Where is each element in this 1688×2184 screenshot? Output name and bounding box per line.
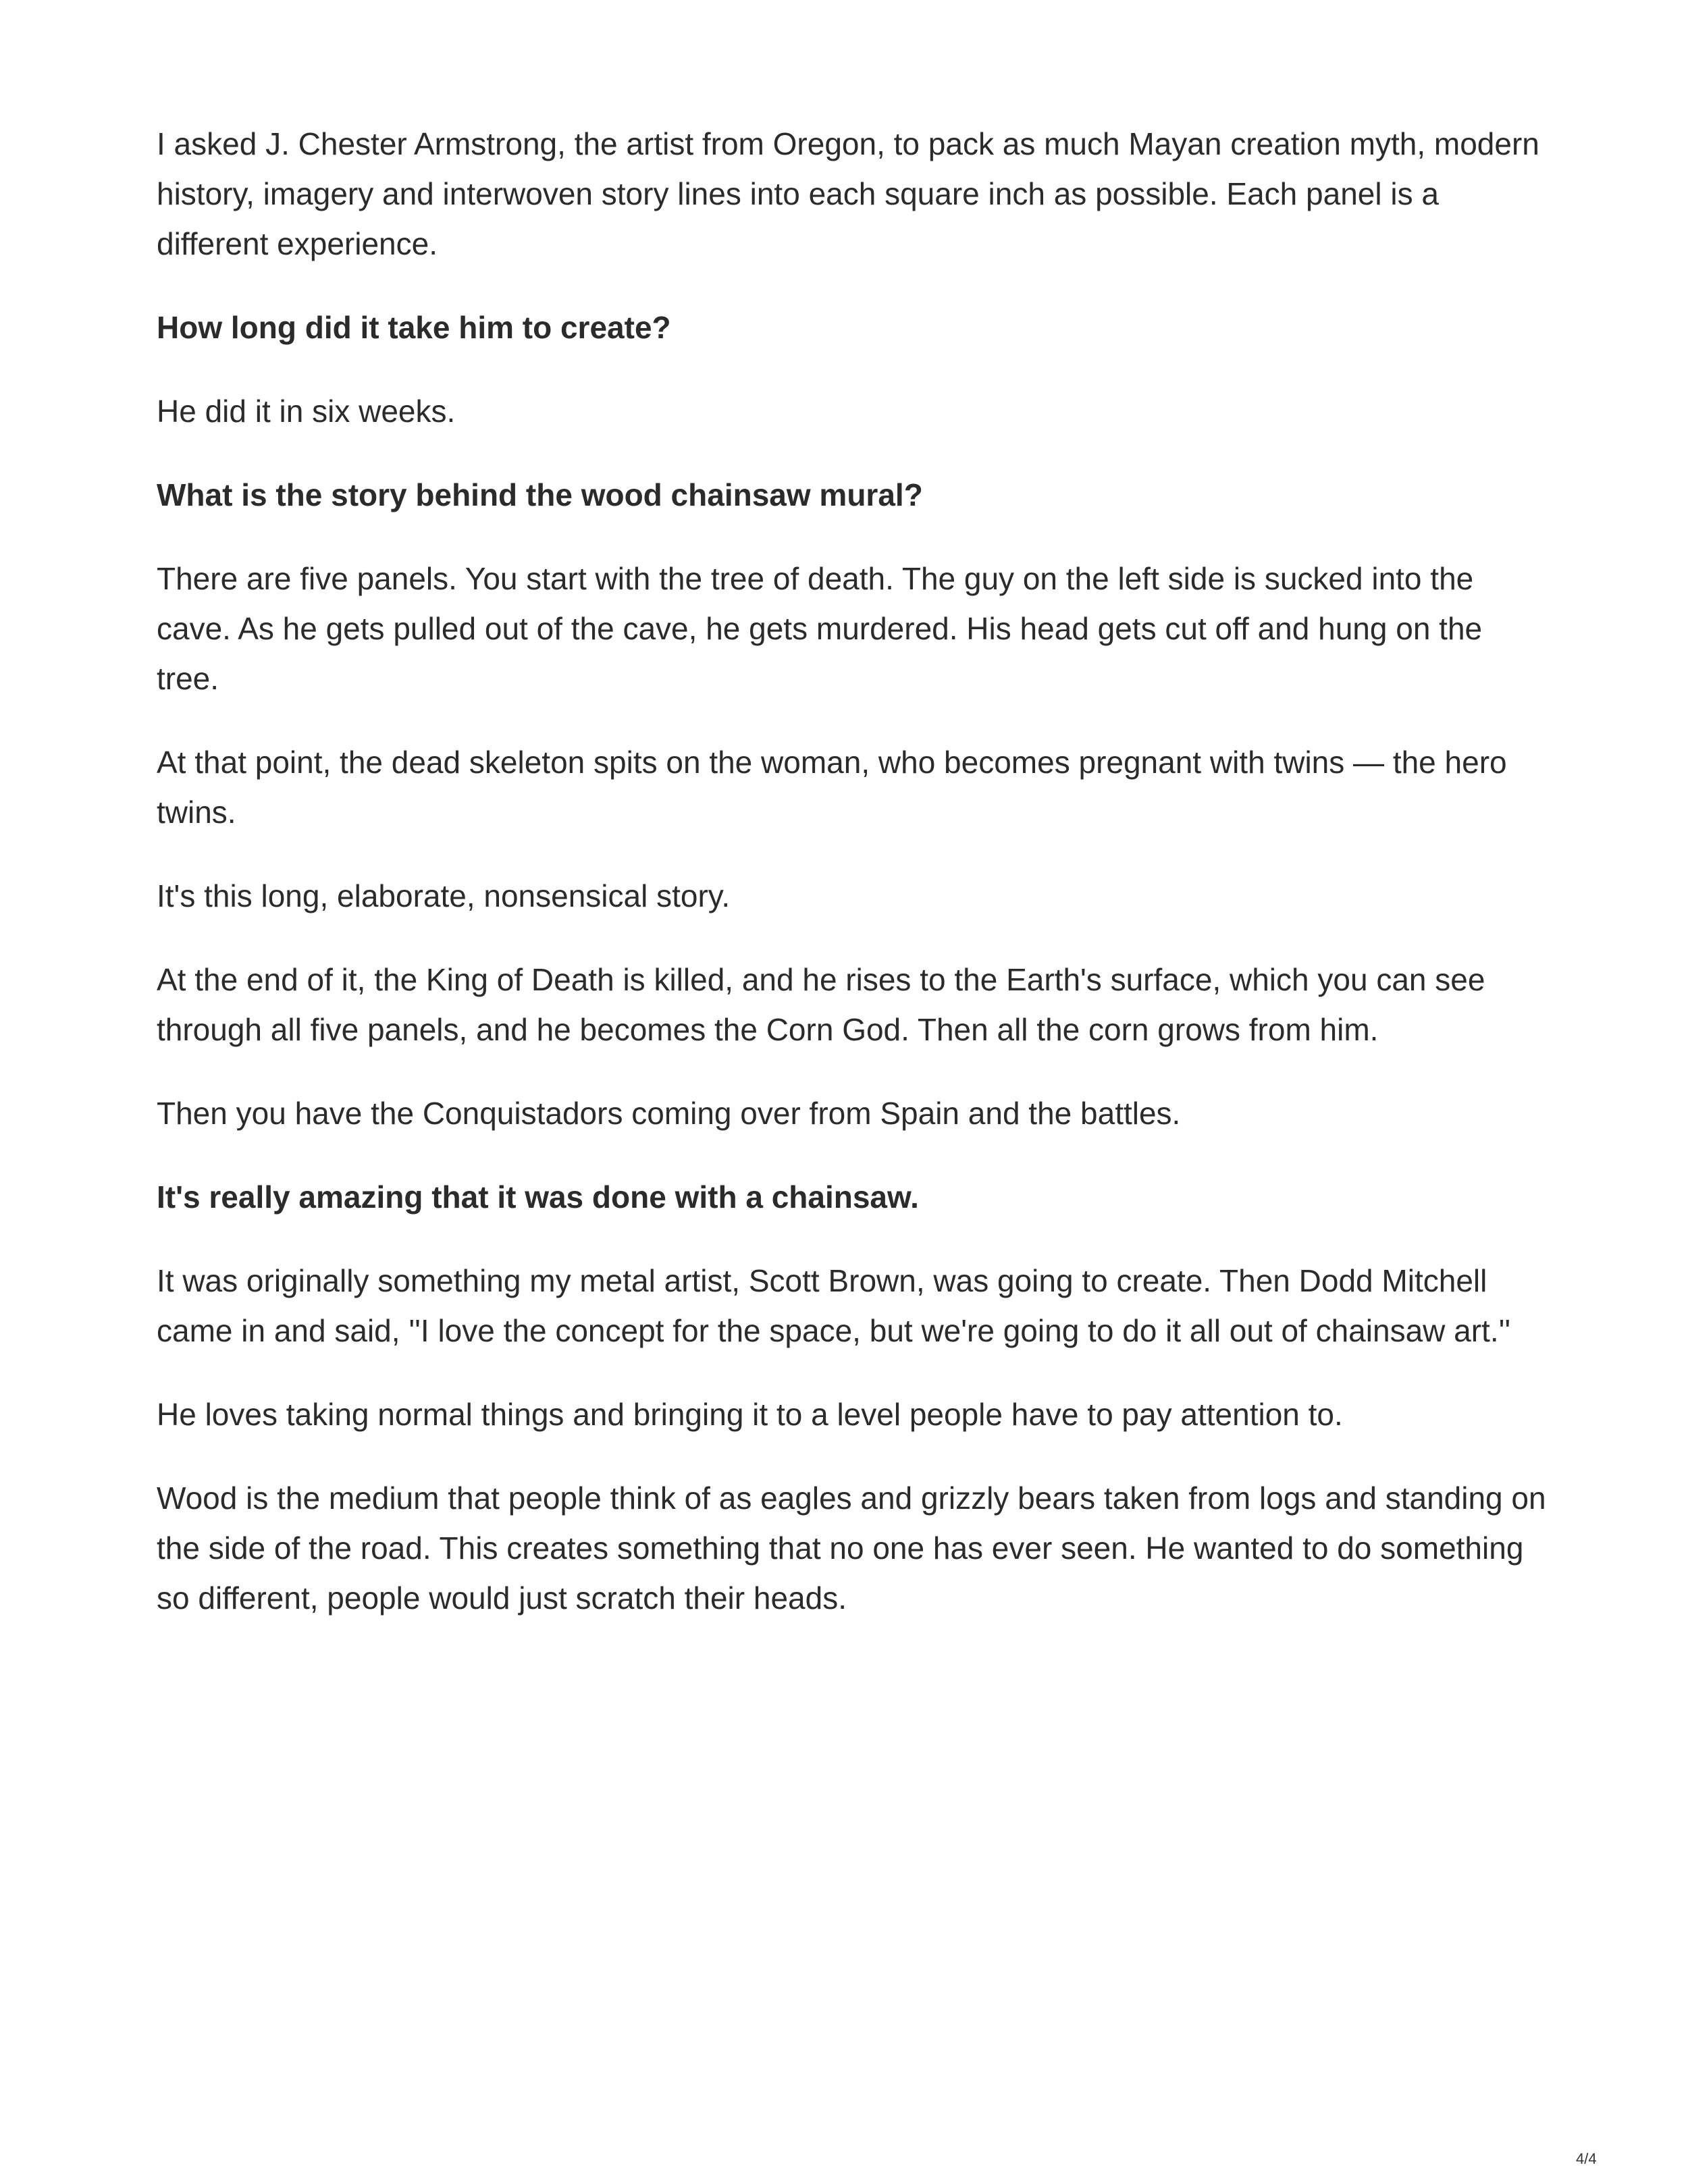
answer-paragraph: It's this long, elaborate, nonsensical story.: [157, 878, 731, 913]
answer-paragraph: It was originally something my metal artist, Scott Brown, was going to create. Then Dodd Mitchell came in and said, ''I love the concept for the space, but we're going to do it all out of chainsaw art.'': [157, 1263, 1511, 1348]
answer-paragraph: At that point, the dead skeleton spits on the woman, who becomes pregnant with twins — the hero twins.: [157, 745, 1507, 830]
answer-paragraph: Wood is the medium that people think of as eagles and grizzly bears taken from logs and standing on the side of the road. This creates something that no one has ever seen. He wanted to do something so different, people would just scratch their heads.: [157, 1481, 1546, 1616]
page-number: 4/4: [1576, 2150, 1597, 2167]
question-heading: How long did it take him to create?: [157, 310, 671, 345]
answer-paragraph: He loves taking normal things and bringing it to a level people have to pay attention to.: [157, 1397, 1343, 1432]
question-heading: It's really amazing that it was done with a chainsaw.: [157, 1179, 919, 1215]
answer-paragraph: He did it in six weeks.: [157, 394, 456, 429]
question-heading: What is the story behind the wood chainsaw mural?: [157, 477, 923, 512]
answer-paragraph: There are five panels. You start with the tree of death. The guy on the left side is sucked into the cave. As he gets pulled out of the cave, he gets murdered. His head gets cut off and hung on the tree.: [157, 561, 1483, 696]
answer-paragraph: Then you have the Conquistadors coming over from Spain and the battles.: [157, 1096, 1181, 1131]
article-body: [157, 119, 1548, 1657]
answer-paragraph: At the end of it, the King of Death is killed, and he rises to the Earth's surface, which you can see through all five panels, and he becomes the Corn God. Then all the corn grows from him.: [157, 962, 1485, 1047]
answer-paragraph: I asked J. Chester Armstrong, the artist from Oregon, to pack as much Mayan creation myth, modern history, imagery and interwoven story lines into each square inch as possible. Each panel is a different experience.: [157, 126, 1539, 261]
